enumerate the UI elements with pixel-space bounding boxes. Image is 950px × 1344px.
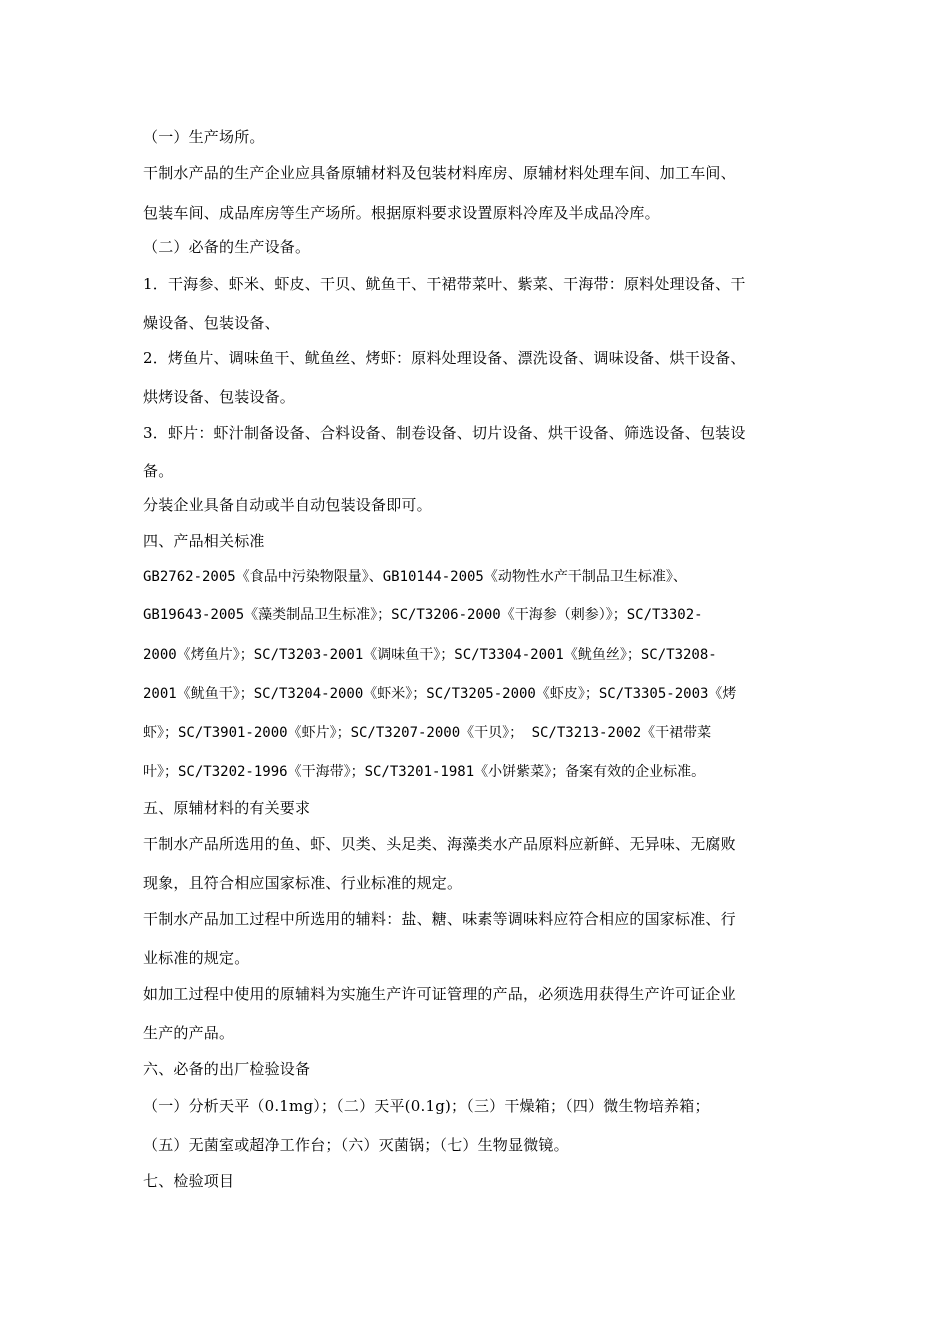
- paragraph-line: 1．干海参、虾米、虾皮、干贝、鱿鱼干、干裙带菜叶、紫菜、干海带：原料处理设备、干: [143, 275, 746, 293]
- paragraph-line: 燥设备、包装设备、: [143, 314, 280, 332]
- section-heading: 七、检验项目: [143, 1172, 235, 1190]
- section-heading: （二）必备的生产设备。: [143, 238, 311, 256]
- standards-line: 2000《烤鱼片》；SC/T3203-2001《调味鱼干》；SC/T3304-2001《鱿鱼丝》；SC/T3208-: [143, 647, 717, 663]
- paragraph-line: 干制水产品所选用的鱼、虾、贝类、头足类、海藻类水产品原料应新鲜、无异味、无腐败: [143, 835, 736, 853]
- paragraph-line: 包装车间、成品库房等生产场所。根据原料要求设置原料冷库及半成品冷库。: [143, 204, 660, 222]
- paragraph-line: 3．虾片：虾汁制备设备、合料设备、制卷设备、切片设备、烘干设备、筛选设备、包装设: [143, 424, 746, 442]
- paragraph-line: 烘烤设备、包装设备。: [143, 388, 296, 406]
- paragraph-line: 干制水产品的生产企业应具备原辅材料及包装材料库房、原辅材料处理车间、加工车间、: [143, 164, 736, 182]
- standards-line: GB2762-2005《食品中污染物限量》、GB10144-2005《动物性水产干制品卫生标准》、: [143, 569, 687, 585]
- paragraph-line: 生产的产品。: [143, 1024, 235, 1042]
- section-heading: 五、原辅材料的有关要求: [143, 799, 311, 817]
- paragraph-line: 2．烤鱼片、调味鱼干、鱿鱼丝、烤虾：原料处理设备、漂洗设备、调味设备、烘干设备、: [143, 349, 746, 367]
- section-heading: 六、必备的出厂检验设备: [143, 1060, 311, 1078]
- paragraph-line: 干制水产品加工过程中所选用的辅料：盐、糖、味素等调味料应符合相应的国家标准、行: [143, 910, 736, 928]
- paragraph-line: 分装企业具备自动或半自动包装设备即可。: [143, 496, 432, 514]
- paragraph-line: （一）分析天平（0.1mg）；（二）天平(0.1g)；（三）干燥箱；（四）微生物培养箱；: [143, 1097, 710, 1115]
- paragraph-line: 备。: [143, 462, 174, 480]
- standards-line: GB19643-2005《藻类制品卫生标准》；SC/T3206-2000《干海参（刺参）》；SC/T3302-: [143, 607, 703, 623]
- paragraph-line: 业标准的规定。: [143, 949, 250, 967]
- standards-line: 2001《鱿鱼干》；SC/T3204-2000《虾米》；SC/T3205-2000《虾皮》；SC/T3305-2003《烤: [143, 686, 737, 702]
- standards-line: 叶》；SC/T3202-1996《干海带》；SC/T3201-1981《小饼紫菜》；备案有效的企业标准。: [143, 764, 706, 780]
- standards-line: 虾》；SC/T3901-2000《虾片》；SC/T3207-2000《干贝》； SC/T3213-2002《干裙带菜: [143, 725, 712, 741]
- section-heading: 四、产品相关标准: [143, 532, 265, 550]
- section-heading: （一）生产场所。: [143, 128, 265, 146]
- paragraph-line: 现象，且符合相应国家标准、行业标准的规定。: [143, 874, 463, 892]
- paragraph-line: （五）无菌室或超净工作台；（六）灭菌锅；（七）生物显微镜。: [143, 1136, 569, 1154]
- paragraph-line: 如加工过程中使用的原辅料为实施生产许可证管理的产品，必须选用获得生产许可证企业: [143, 985, 736, 1003]
